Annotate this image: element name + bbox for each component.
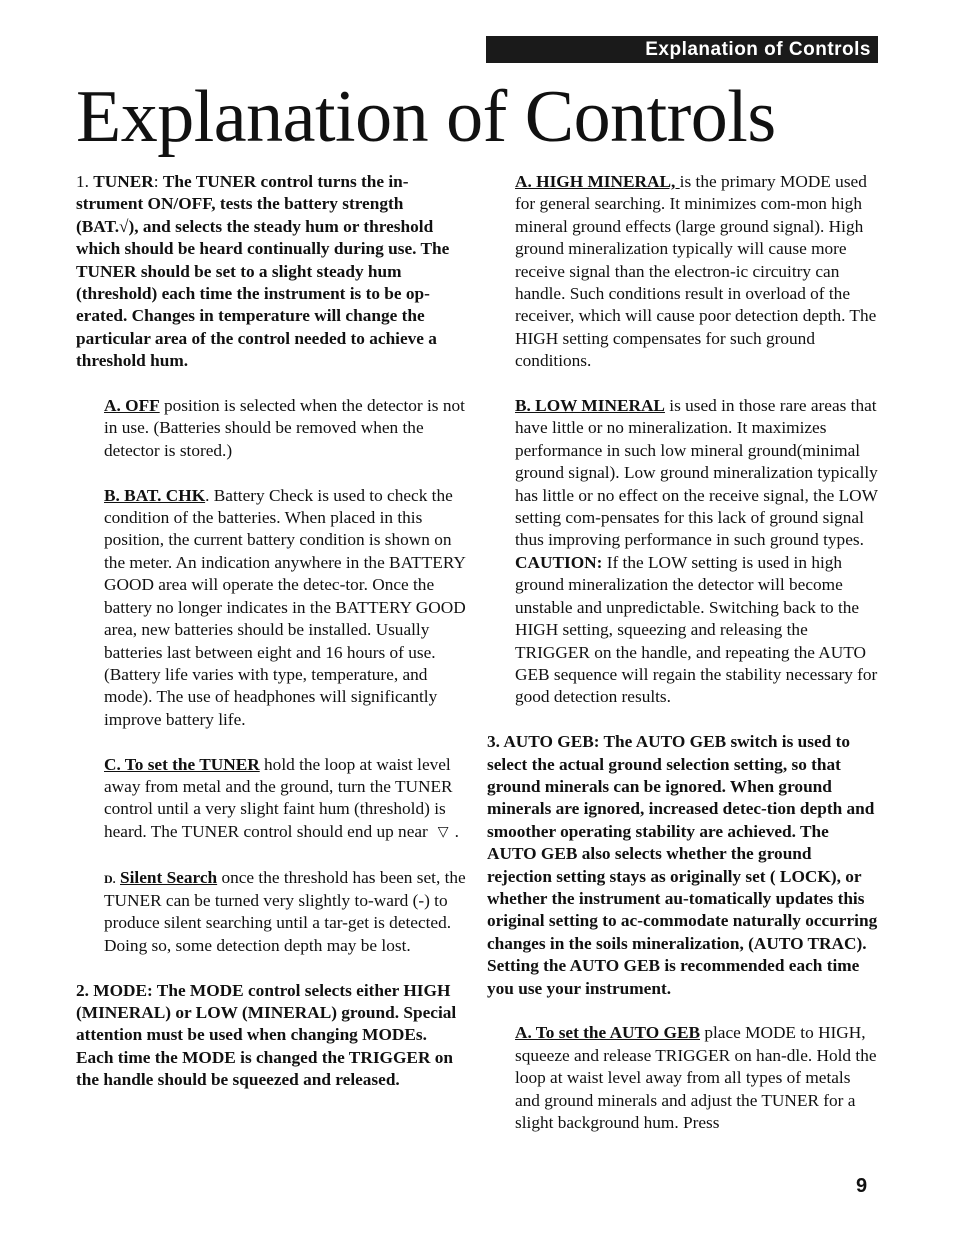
tuner-colon: : bbox=[153, 172, 163, 191]
high-mineral-paragraph bbox=[515, 171, 879, 373]
section-header-bar: Explanation of Controls bbox=[486, 36, 878, 63]
silent-search-heading: Silent Search bbox=[120, 867, 218, 887]
page-title: Explanation of Controls bbox=[76, 76, 776, 158]
auto-geb-paragraph: 3. AUTO GEB: The AUTO GEB switch is used to select the actual ground selection setting, so that ground minerals can be ignored. When ground minerals are ignored, increased detec-tion depth and smoother operating stability are achieved. The AUTO GEB also selects whether the ground rejection setting stays as originally set ( LOCK), or whether the instrument au-tomatically updates this original setting to ac-commodate naturally occurring changes in the soils mineralization, (AUTO TRAC). Setting the AUTO GEB is recommended each time you use your instrument. bbox=[487, 732, 878, 998]
set-tuner-body: hold the loop at waist level away from metal and the ground, turn the TUNER control until a very slight faint hum (threshold) is heard. The TUNER control should end up near bbox=[104, 754, 453, 841]
right-column bbox=[487, 171, 879, 1157]
set-auto-geb-paragraph bbox=[515, 1022, 879, 1134]
page-number: 9 bbox=[856, 1175, 868, 1197]
low-mineral-body: is used in those rare areas that have little or no mineralization. It maximizes performance in such low mineral ground(minimal ground signal). Low ground mineralization typically has little or no effect on the receive signal, the LOW setting com-pensates for this lack of ground signal thus improving performance in such ground types. bbox=[515, 396, 878, 550]
silent-search-paragraph bbox=[104, 867, 468, 958]
caution-body: If the LOW setting is used in high ground mineralization the detector will become unstable and unpredictable. Switching back to the HIGH setting, squeezing and releasing the TRIGGER on the handle, and repeating the AUTO GEB sequence will regain the stability necessary for good detection results. bbox=[515, 552, 878, 707]
silent-search-prefix: D. bbox=[104, 871, 116, 886]
high-mineral-body: is the primary MODE used for general searching. It minimizes com-mon high mineral ground effects (large ground signal). High ground mineralization typically will cause more receive signal than the electron-ic circuitry can handle. Such conditions result in overload of the receiver, which will cause poor detection depth. The HIGH setting compensates for such ground conditions. bbox=[515, 172, 877, 371]
bat-chk-body: . Battery Check is used to check the condition of the batteries. When placed in this position, the current battery condition is shown on the meter. An indication anywhere in the BATTERY GOOD area will operate the detec-tor. Once the battery no longer indicates in the BATTERY GOOD area, new batteries should be installed. Usually batteries last between eight and 16 hours of use. (Battery life varies with type, temperature, and mode). The use of headphones will significantly improve battery life. bbox=[104, 485, 466, 729]
set-auto-geb-body: place MODE to HIGH, squeeze and release TRIGGER on han-dle. Hold the loop at waist level away from all types of metals and ground minerals and adjust the TUNER for a slight background hum. Press bbox=[515, 1023, 877, 1133]
set-tuner-heading: C. To set the TUNER bbox=[104, 754, 260, 774]
tuner-heading: TUNER bbox=[93, 172, 154, 191]
high-mineral-heading: A. HIGH MINERAL, bbox=[515, 172, 680, 191]
threshold-symbol-icon: ▽ bbox=[437, 824, 449, 840]
caution-label: CAUTION: bbox=[515, 552, 603, 572]
tuner-paragraph bbox=[76, 171, 468, 373]
low-mineral-heading: B. LOW MINERAL bbox=[515, 396, 665, 416]
tuner-body: The TUNER control turns the in-strument ON/OFF, tests the battery strength (BAT.√), and selects the steady hum or threshold which should be heard continually during use. The TUNER should be set to a slight steady hum (threshold) each time the instrument is to be op-erated. Changes in temperature will change the particular area of the control needed to achieve a threshold hum. bbox=[76, 172, 450, 371]
low-mineral-paragraph bbox=[515, 395, 879, 709]
bat-chk-heading: B. BAT. CHK bbox=[104, 485, 206, 505]
set-tuner-end: . bbox=[454, 821, 459, 841]
off-body: position is selected when the detector is not in use. (Batteries should be removed when the detector is stored.) bbox=[104, 396, 465, 460]
mode-paragraph: 2. MODE: The MODE control selects either HIGH (MINERAL) or LOW (MINERAL) ground. Special attention must be used when changing MODEs. Each time the MODE is changed the TRIGGER on the handle should be squeezed and released. bbox=[76, 980, 457, 1090]
bat-chk-paragraph bbox=[104, 485, 468, 731]
tuner-number: 1. bbox=[76, 172, 94, 191]
off-heading: A. OFF bbox=[104, 396, 160, 416]
set-tuner-paragraph bbox=[104, 754, 468, 845]
silent-search-body: once the threshold has been set, the TUNER can be turned very slightly to-ward (-) to produce silent searching until a tar-get is detected. Doing so, some detection depth may be lost. bbox=[104, 867, 466, 955]
left-column bbox=[76, 171, 468, 1114]
off-paragraph bbox=[104, 395, 468, 462]
set-auto-geb-heading: A. To set the AUTO GEB bbox=[515, 1023, 701, 1043]
